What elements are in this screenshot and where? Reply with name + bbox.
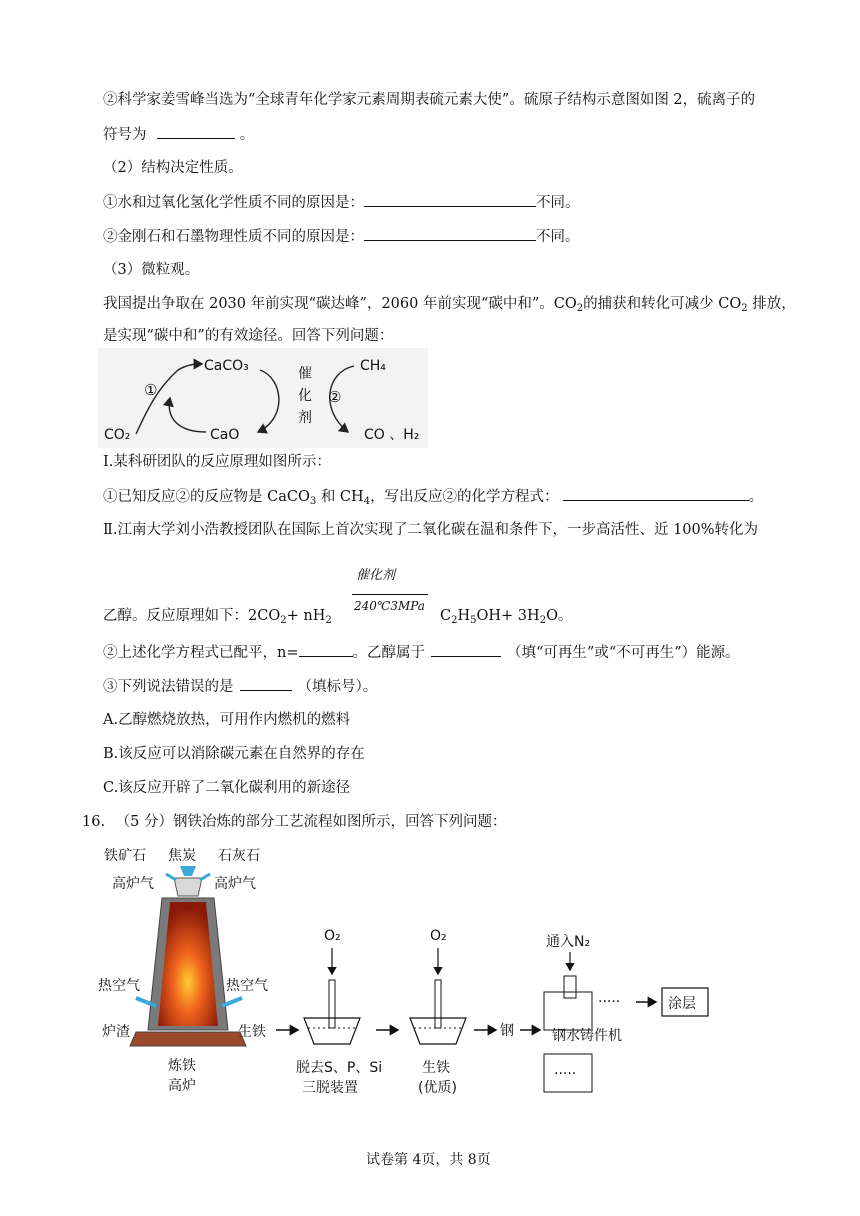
q3-a: ③下列说法错误的是 <box>103 679 234 695</box>
carbon-cycle-diagram <box>98 348 428 448</box>
section-I-q-b: 和 CH <box>316 489 364 505</box>
catalyst-char-1: 催 <box>298 366 312 382</box>
question-16 <box>82 812 507 832</box>
section-II-q3 <box>103 676 377 697</box>
dots-top: ····· <box>598 994 621 1010</box>
option-b: B.该反应可以消除碳元素在自然界的存在 <box>103 746 365 762</box>
limestone-label: 石灰石 <box>218 848 260 864</box>
section-II-q2 <box>103 642 740 663</box>
n2-inlet <box>564 976 576 998</box>
section-I-question: ①已知反应②的反应物是 CaCO$_3$ 和 $CH_4$，写出反应②的化学方程式： 。 <box>103 486 763 507</box>
caster-label: 钢水铸件机 <box>552 1028 622 1044</box>
hot-air-left-label: 热空气 <box>98 978 140 994</box>
part3-intro2: 是实现“碳中和”的有效途径。回答下列问题： <box>103 328 394 344</box>
section-I-q-a: ①已知反应②的反应物是 CaCO <box>103 489 310 505</box>
furnace-top <box>174 878 202 896</box>
sulfur-prefix: 符号为 <box>103 127 147 143</box>
dots-bottom: ····· <box>554 1066 577 1082</box>
section-I-title: Ⅰ.某科研团队的反应原理如图所示： <box>103 454 331 470</box>
furnace-gas-right-label: 高炉气 <box>214 876 256 892</box>
part3-intro-c: 排放， <box>747 296 796 312</box>
part2-item1-suffix: 不同。 <box>536 195 580 211</box>
part3-intro-b: 的捕获和转化可减少 CO <box>583 296 742 312</box>
part2-heading: （2）结构决定性质。 <box>103 160 243 176</box>
water-peroxide-blank[interactable] <box>364 192 536 207</box>
part3-intro-a: 我国提出争取在 2030 年前实现“碳达峰”，2060 年前实现“碳中和”。CO <box>103 296 577 312</box>
coke-label: 焦炭 <box>168 848 196 864</box>
steelmaking-flow-diagram <box>96 840 716 1100</box>
sulfur-ion-blank[interactable] <box>157 124 235 139</box>
section-I-q-c: ，写出反应②的化学方程式： <box>370 489 559 505</box>
pig-iron-2-line1: 生铁 <box>422 1060 450 1076</box>
ch4-label: CH₄ <box>360 358 386 374</box>
lance-1 <box>329 980 335 1028</box>
furnace-name-line1: 炼铁 <box>168 1058 196 1074</box>
eq-plus: + nH <box>286 608 326 624</box>
option-c: C.该反应开辟了二氧化碳利用的新途径 <box>103 780 351 796</box>
pig-iron-2-line2: (优质) <box>418 1080 457 1096</box>
eq-prod-a: C <box>440 608 452 624</box>
reaction-condition-bar <box>352 594 428 595</box>
part2-item2 <box>103 226 580 247</box>
o2-label-1: O₂ <box>324 928 341 944</box>
sulfur-question-line2 <box>103 124 254 145</box>
eq-prod-c: OH+ 3H <box>476 608 540 624</box>
part3-heading: （3）微粒观。 <box>103 262 200 278</box>
equation-blank[interactable] <box>563 486 749 501</box>
catalyst-char-3: 剂 <box>298 410 312 426</box>
step1-label: ① <box>144 381 158 399</box>
q2-c: （填“可再生”或“不可再生”）能源。 <box>507 645 740 661</box>
furnace-name-line2: 高炉 <box>168 1078 196 1094</box>
hot-air-right-label: 热空气 <box>226 978 268 994</box>
q2-b: 。乙醇属于 <box>352 645 425 661</box>
furnace-base <box>130 1032 246 1046</box>
sulfur-question-line1: ②科学家姜雪峰当选为“全球青年化学家元素周期表硫元素大使”。硫原子结构示意图如图 2，硫离子的 <box>103 92 756 108</box>
diamond-graphite-blank[interactable] <box>364 226 536 241</box>
q16-text: （5 分）钢铁冶炼的部分工艺流程如图所示，回答下列问题： <box>115 814 507 830</box>
q2-a: ②上述化学方程式已配平，n= <box>103 645 299 661</box>
products-label: CO 、H₂ <box>364 427 420 443</box>
eq-prefix: 乙醇。反应原理如下：2CO <box>103 608 281 624</box>
catalyst-label: 催化剂 <box>356 568 396 583</box>
energy-type-blank[interactable] <box>431 642 501 657</box>
catalyst-char-2: 化 <box>298 388 312 404</box>
coating-label: 涂层 <box>668 996 696 1012</box>
q16-number: 16. <box>82 814 106 830</box>
option-a: A.乙醇燃烧放热，可用作内燃机的燃料 <box>103 712 351 728</box>
iron-ore-label: 铁矿石 <box>104 848 146 864</box>
n2-input-label: 通入N₂ <box>546 934 591 950</box>
cao-label: CaO <box>210 427 240 443</box>
steel-label: 钢 <box>500 1023 514 1039</box>
remove-label-line2: 三脱装置 <box>302 1080 358 1096</box>
part2-item2-prefix: ②金刚石和石墨物理性质不同的原因是： <box>103 229 364 245</box>
gas-right-arrow <box>200 874 210 880</box>
section-II-line1: Ⅱ.江南大学刘小浩教授团队在国际上首次实现了二氧化碳在温和条件下，一步高活性、近 100%转化为 <box>103 522 759 538</box>
remove-label-line1: 脱去S、P、Si <box>296 1060 383 1076</box>
step2-label: ② <box>328 388 342 406</box>
desulfur-vessel <box>304 1018 360 1044</box>
part2-item2-suffix: 不同。 <box>536 229 580 245</box>
part2-item1-prefix: ①水和过氧化氢化学性质不同的原因是： <box>103 195 364 211</box>
wrong-statement-blank[interactable] <box>240 676 292 691</box>
section-II-equation: 乙醇。反应原理如下：$2CO_2+ nH_2$ <box>103 608 332 626</box>
caco3-label: CaCO₃ <box>204 358 249 374</box>
page-footer: 试卷第 4页，共 8页 <box>366 1152 491 1168</box>
section-II-products: $C_2H_5OH+ 3H_2O$。 <box>440 608 573 626</box>
eq-prod-d: O。 <box>546 608 573 624</box>
section-I-q-end: 。 <box>748 489 764 505</box>
reaction-condition: 240℃3MPa <box>354 599 425 613</box>
refining-vessel <box>410 1018 466 1044</box>
o2-label-2: O₂ <box>430 928 447 944</box>
q3-b: （填标号）。 <box>297 679 378 695</box>
slag-label: 炉渣 <box>102 1024 130 1040</box>
lance-2 <box>435 980 441 1028</box>
part3-intro: 我国提出争取在 2030 年前实现“碳达峰”，2060 年前实现“碳中和”。$CO_2$的捕获和转化可减少 $CO_2$ 排放， <box>103 296 796 314</box>
co2-label: CO₂ <box>104 427 131 443</box>
hopper-icon <box>180 866 196 876</box>
part2-item1 <box>103 192 580 213</box>
n-value-blank[interactable] <box>299 642 353 657</box>
furnace-gas-left-label: 高炉气 <box>112 876 154 892</box>
sulfur-suffix: 。 <box>239 127 255 143</box>
gas-left-arrow <box>166 874 176 880</box>
pig-iron-label: 生铁 <box>238 1024 266 1040</box>
eq-prod-b: H <box>457 608 471 624</box>
